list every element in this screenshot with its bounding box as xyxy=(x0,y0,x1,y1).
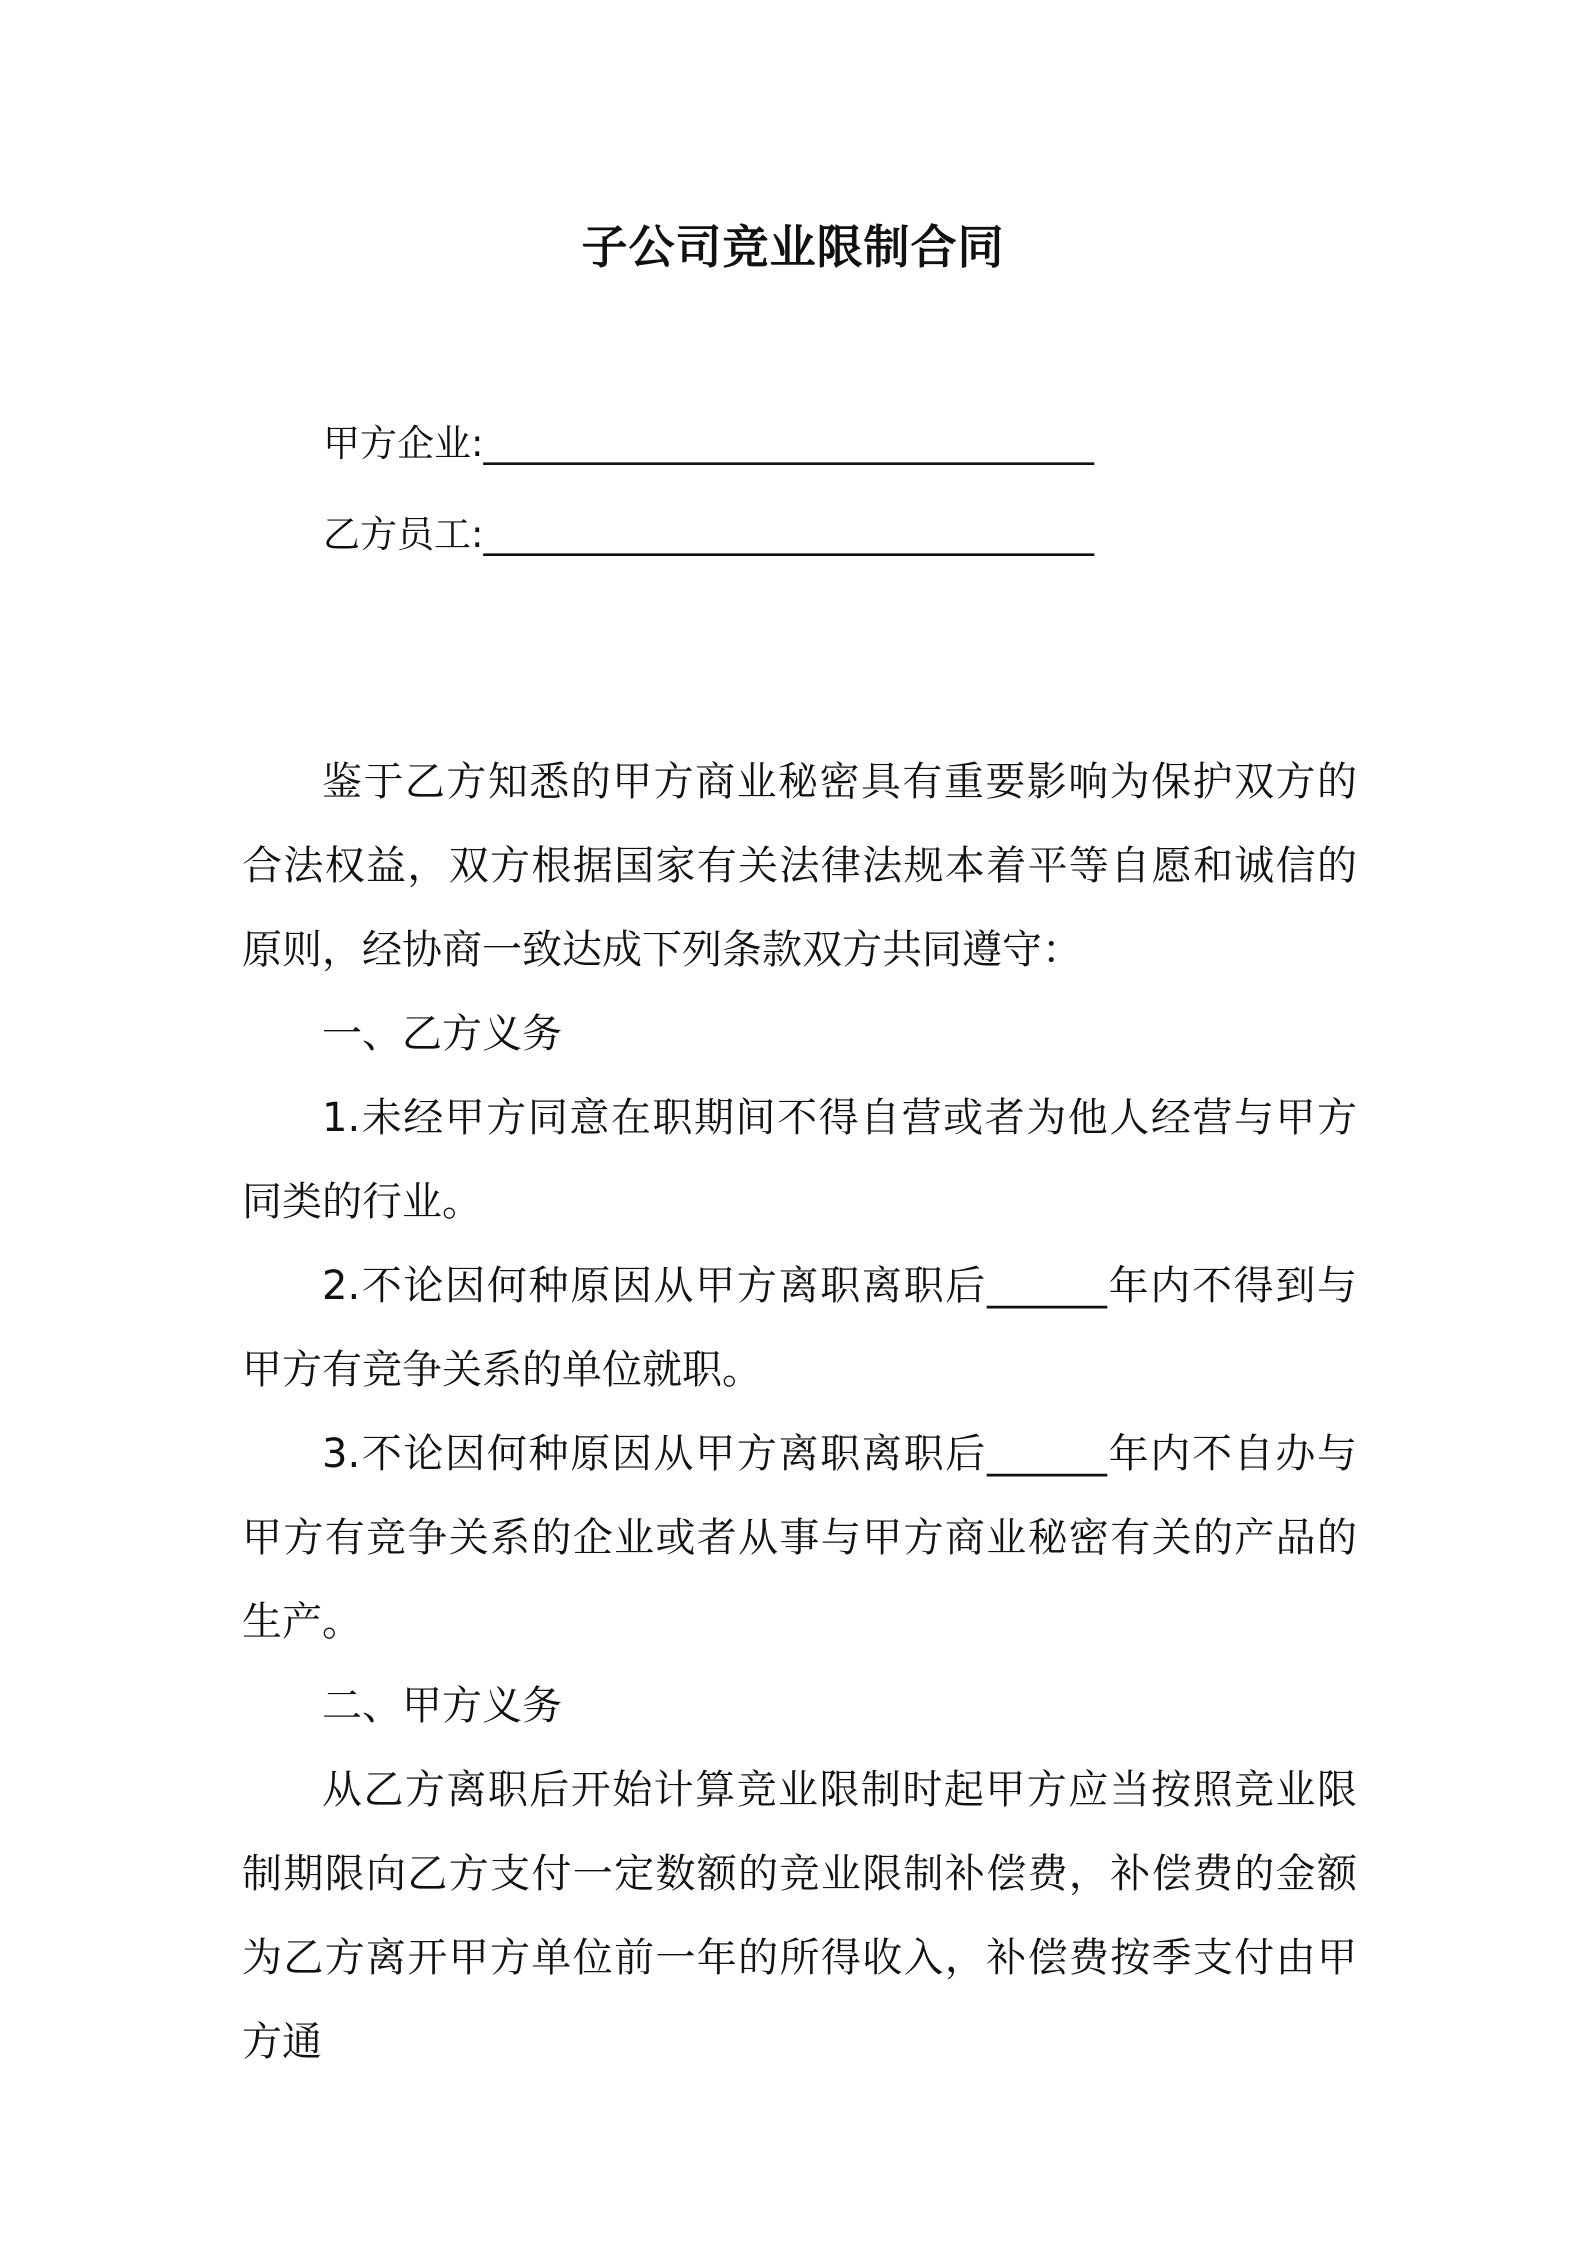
clause-2: 2.不论因何种原因从甲方离职离职后______年内不得到与甲方有竞争关系的单位就职。 xyxy=(242,1263,1357,1393)
clause-1: 1.未经甲方同意在职期间不得自营或者为他人经营与甲方同类的行业。 xyxy=(242,1095,1357,1225)
preamble-paragraph: 鉴于乙方知悉的甲方商业秘密具有重要影响为保护双方的合法权益，双方根据国家有关法律法规本着平等自愿和诚信的原则，经协商一致达成下列条款双方共同遵守： xyxy=(242,759,1357,973)
section-heading-party-a-obligations: 二、甲方义务 xyxy=(322,1683,562,1729)
contract-body xyxy=(242,740,1357,2084)
clause-3: 3.不论因何种原因从甲方离职离职后______年内不自办与甲方有竞争关系的企业或者从事与甲方商业秘密有关的产品的生产。 xyxy=(242,1431,1357,1645)
section-heading-party-b-obligations: 一、乙方义务 xyxy=(322,1011,562,1057)
compensation-paragraph: 从乙方离职后开始计算竞业限制时起甲方应当按照竞业限制期限向乙方支付一定数额的竞业限制补偿费，补偿费的金额为乙方离开甲方单位前一年的所得收入，补偿费按季支付由甲方通 xyxy=(242,1767,1357,2065)
document-title: 子公司竞业限制合同 xyxy=(581,220,1005,274)
party-a-line: 甲方企业:_________________________________ xyxy=(323,422,1094,465)
party-b-line: 乙方员工:_________________________________ xyxy=(323,513,1094,556)
